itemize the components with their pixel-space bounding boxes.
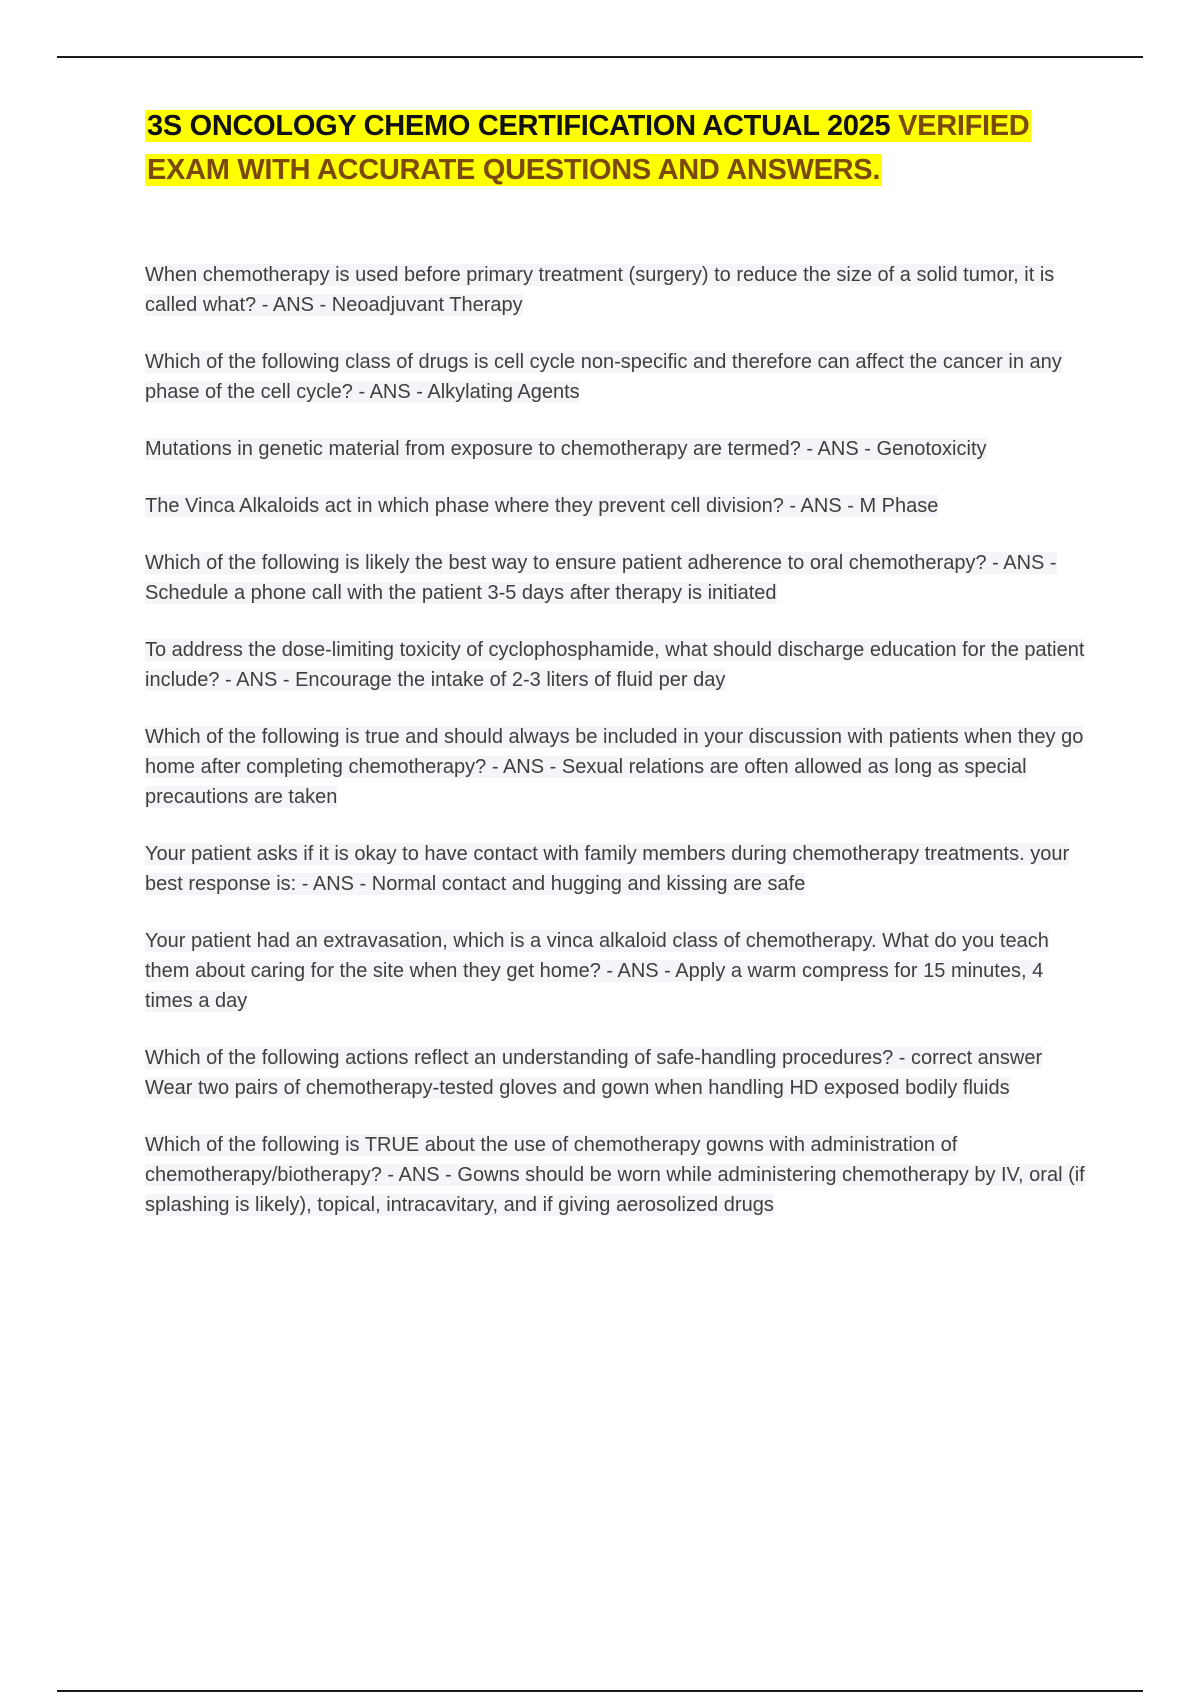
qa-item-7: Which of the following is true and should always be included in your discussion with patients when they go home after completing chemotherapy? - ANS - Sexual relations are often allowed as long as special precautions are taken <box>145 726 1084 808</box>
qa-item-8: Your patient asks if it is okay to have contact with family members during chemotherapy treatments. your best response is: - ANS - Normal contact and hugging and kissing are safe <box>145 843 1070 895</box>
qa-list <box>145 260 1090 1220</box>
qa-item-10: Which of the following actions reflect an understanding of safe-handling procedures? - correct answer Wear two pairs of chemotherapy-tested gloves and gown when handling HD exposed bodily fluids <box>145 1047 1043 1099</box>
qa-item-3: Mutations in genetic material from exposure to chemotherapy are termed? - ANS - Genotoxicity <box>145 438 987 460</box>
qa-item-1: When chemotherapy is used before primary treatment (surgery) to reduce the size of a solid tumor, it is called what? - ANS - Neoadjuvant Therapy <box>145 264 1055 316</box>
document-body <box>145 104 1090 1247</box>
document-title <box>145 104 1090 192</box>
qa-item-9: Your patient had an extravasation, which is a vinca alkaloid class of chemotherapy. What do you teach them about caring for the site when they get home? - ANS - Apply a warm compress for 15 minutes, 4 times a day <box>145 930 1049 1012</box>
qa-item-11: Which of the following is TRUE about the use of chemotherapy gowns with administration of chemotherapy/biotherapy? - ANS - Gowns should be worn while administering chemotherapy by IV, oral (if splashing is likely), topical, intracavitary, and if giving aerosolized drugs <box>145 1134 1085 1216</box>
title-part-2: VERIFIED EXAM WITH ACCURATE QUESTIONS AND ANSWERS. <box>147 110 1030 186</box>
qa-item-6: To address the dose-limiting toxicity of cyclophosphamide, what should discharge education for the patient include? - ANS - Encourage the intake of 2-3 liters of fluid per day <box>145 639 1085 691</box>
qa-item-2: Which of the following class of drugs is cell cycle non-specific and therefore can affect the cancer in any phase of the cell cycle? - ANS - Alkylating Agents <box>145 351 1062 403</box>
qa-item-4: The Vinca Alkaloids act in which phase where they prevent cell division? - ANS - M Phase <box>145 495 939 517</box>
title-part-1: 3S ONCOLOGY CHEMO CERTIFICATION ACTUAL 2025 <box>147 110 891 142</box>
top-divider <box>57 56 1143 58</box>
bottom-divider <box>57 1690 1143 1692</box>
qa-item-5: Which of the following is likely the best way to ensure patient adherence to oral chemotherapy? - ANS - Schedule a phone call with the patient 3-5 days after therapy is initiated <box>145 552 1057 604</box>
